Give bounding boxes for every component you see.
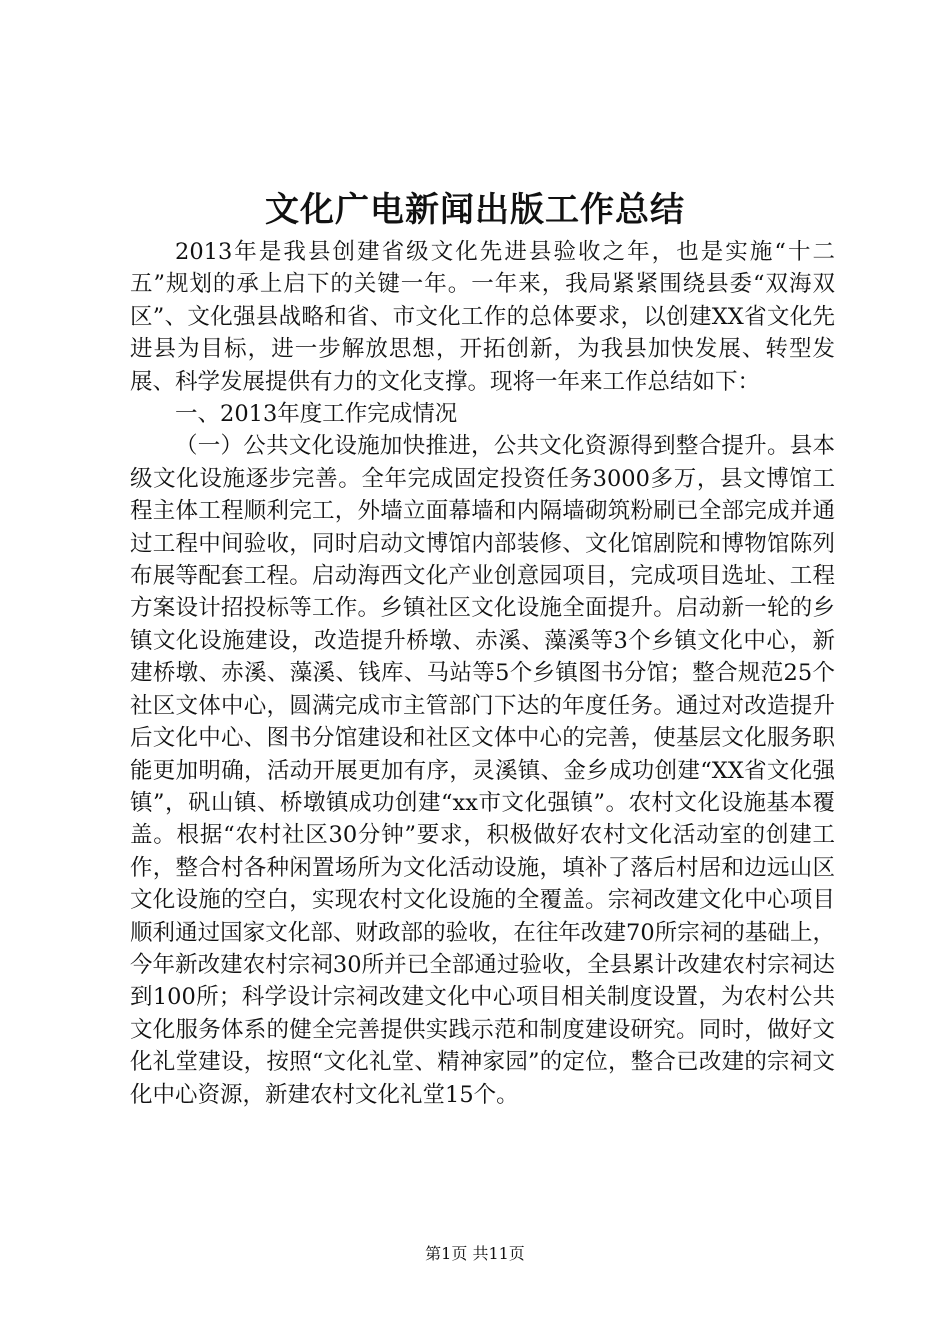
document-body [130,236,835,1111]
document-title: 文化广电新闻出版工作总结 [265,190,685,230]
page-number: 第1页 共11页 [425,1244,525,1263]
section-heading: 一、2013年度工作完成情况 [175,401,458,428]
section-paragraph: （一）公共文化设施加快推进，公共文化资源得到整合提升。县本级文化设施逐步完善。全年完成固定投资任务3000多万，县文博馆工程主体工程顺利完工，外墙立面幕墙和内隔墙砌筑粉刷已全部完成并通过工程中间验收，同时启动文博馆内部装修、文化馆剧院和博物馆陈列布展等配套工程。启动海西文化产业创意园项目，完成项目选址、工程方案设计招投标等工作。乡镇社区文化设施全面提升。启动新一轮的乡镇文化设施建设，改造提升桥墩、赤溪、藻溪等3个乡镇文化中心，新建桥墩、赤溪、藻溪、钱库、马站等5个乡镇图书分馆；整合规范25个社区文体中心，圆满完成市主管部门下达的年度任务。通过对改造提升后文化中心、图书分馆建设和社区文体中心的完善，使基层文化服务职能更加明确，活动开展更加有序，灵溪镇、金乡成功创建“XX省文化强镇”，矾山镇、桥墩镇成功创建“xx市文化强镇”。农村文化设施基本覆盖。根据“农村社区30分钟”要求，积极做好农村文化活动室的创建工作，整合村各种闲置场所为文化活动设施，填补了落后村居和边远山区文化设施的空白，实现农村文化设施的全覆盖。宗祠改建文化中心项目顺利通过国家文化部、财政部的验收，在往年改建70所宗祠的基础上，今年新改建农村宗祠30所并已全部通过验收，全县累计改建农村宗祠达到100所；科学设计宗祠改建文化中心项目相关制度设置，为农村公共文化服务体系的健全完善提供实践示范和制度建设研究。同时，做好文化礼堂建设，按照“文化礼堂、精神家园”的定位，整合已改建的宗祠文化中心资源，新建农村文化礼堂15个。 [130,433,835,1108]
intro-paragraph: 2013年是我县创建省级文化先进县验收之年，也是实施“十二五”规划的承上启下的关键一年。一年来，我局紧紧围绕县委“双海双区”、文化强县战略和省、市文化工作的总体要求，以创建XX省文化先进县为目标，进一步解放思想，开拓创新，为我县加快发展、转型发展、科学发展提供有力的文化支撑。现将一年来工作总结如下： [130,239,835,395]
